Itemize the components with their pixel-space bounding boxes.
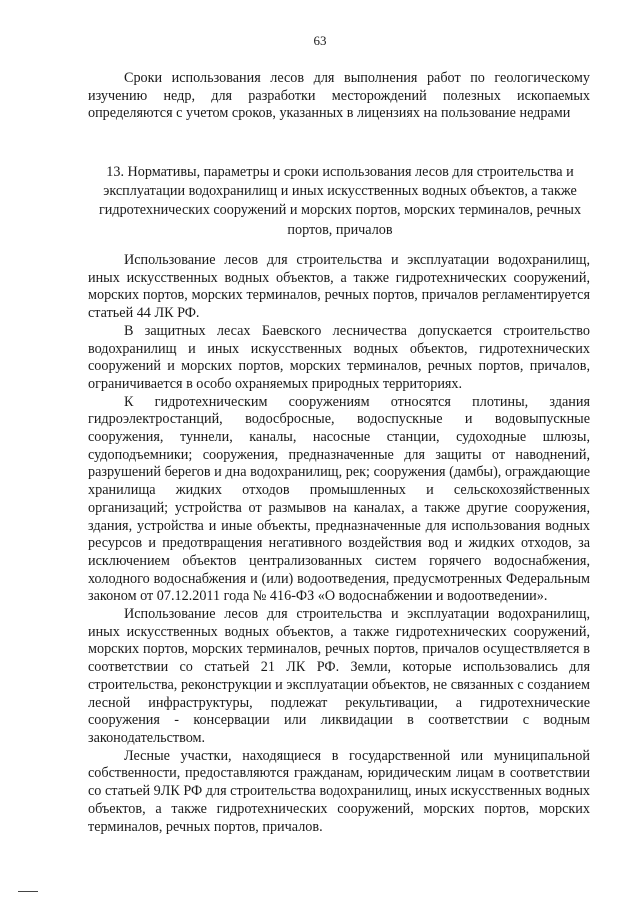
section-body [88, 252, 590, 836]
paragraph: К гидротехническим сооружениям относятся плотины, здания гидроэлектростанций, водосбросные, водоспускные и водовыпускные сооружения, туннели, каналы, насосные станции, судоходные шлюзы, судоподъемники; сооружения, предназначенные для защиты от наводнений, разрушений берегов и дна водохранилищ, рек; сооружения (дамбы), ограждающие хранилища жидких отходов промышленных и сельскохозяйственных организаций; устройства от размывов на каналах, а также другие сооружения, здания, устройства и иные объекты, предназначенные для использования водных ресурсов и предотвращения негативного воздействия вод и жидких отходов, за исключением объектов централизованных систем горячего водоснабжения, холодного водоснабжения и (или) водоотведения, предусмотренных Федеральным законом от 07.12.2011 года № 416-ФЗ «О водоснабжении и водоотведении». [88, 393, 590, 605]
paragraph: В защитных лесах Баевского лесничества допускается строительство водохранилищ и иных искусственных водных объектов, гидротехнических сооружений и морских портов, морских терминалов, речных портов, причалов, ограничивается в особо охраняемых природных территориях. [88, 322, 590, 392]
paragraph: Использование лесов для строительства и эксплуатации водохранилищ, иных искусственных водных объектов, а также гидротехнических сооружений, морских портов, морских терминалов, речных портов, причалов осуществляется в соответствии со статьей 21 ЛК РФ. Земли, которые использовались для строительства, реконструкции и эксплуатации объектов, не связанных с созданием лесной инфраструктуры, подлежат рекультивации, а гидротехнические сооружения - консервации или ликвидации в соответствии с водным законодательством. [88, 606, 590, 746]
section-title: 13. Нормативы, параметры и сроки использования лесов для строительства и эксплуатации водохранилищ и иных искусственных водных объектов, а также гидротехнических сооружений и морских портов, морских терминалов, речных портов, причалов [98, 164, 582, 238]
intro-paragraph: Сроки использования лесов для выполнения работ по геологическому изучению недр, для разработки месторождений полезных ископаемых определяются с учетом сроков, указанных в лицензиях на пользование недрами [88, 70, 590, 122]
page-number: 63 [313, 33, 327, 48]
paragraph: Лесные участки, находящиеся в государственной или муниципальной собственности, предоставляются гражданам, юридическим лицам в соответствии со статьей 9ЛК РФ для строительства водохранилищ, иных искусственных водных объектов, а также гидротехнических сооружений, морских портов, морских терминалов, речных портов, причалов. [88, 747, 590, 835]
footer-mark [18, 891, 38, 892]
paragraph: Использование лесов для строительства и эксплуатации водохранилищ, иных искусственных водных объектов, а также гидротехнических сооружений, морских портов, морских терминалов, речных портов, причалов регламентируется статьей 44 ЛК РФ. [88, 252, 590, 322]
